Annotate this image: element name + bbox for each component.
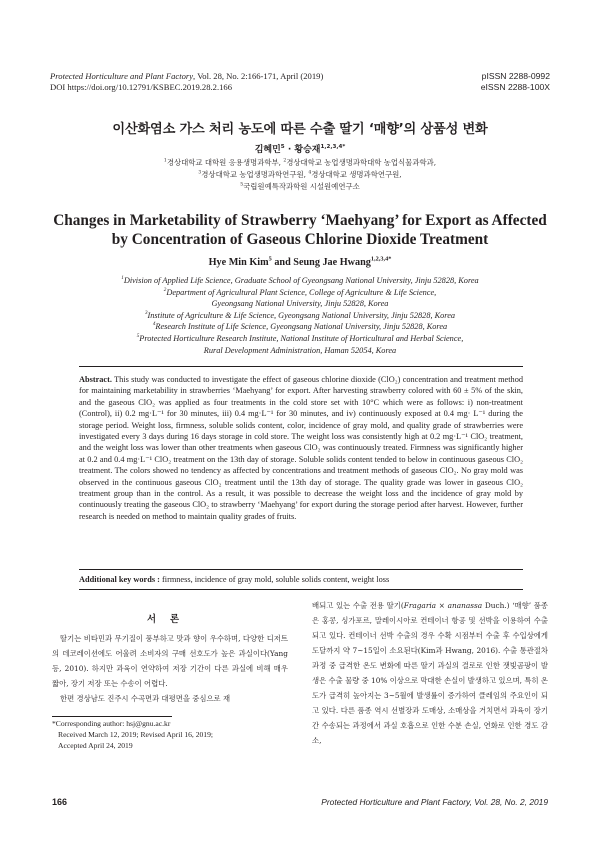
affil-sup: 2 (283, 158, 287, 164)
doi-link[interactable]: DOI https://doi.org/10.12791/KSBEC.2019.28.2.166 (50, 82, 232, 92)
affil-sup: 1 (163, 158, 167, 164)
author-1-sup: 5 (280, 144, 285, 150)
journal-citation (50, 71, 390, 93)
affil-text: 경상대학교 농업생명과학대학 농업식물과학과, (286, 158, 437, 167)
affil-sup: 2 (163, 286, 167, 293)
korean-affiliations (0, 157, 600, 193)
section-heading-introduction: 서론 (146, 614, 194, 625)
keywords-text: firmness, incidence of gray mold, soluble solids content, weight loss (159, 575, 390, 584)
affil-sup: 1 (121, 275, 124, 282)
footnote-rule (52, 716, 172, 717)
issn-block (390, 71, 550, 93)
abstract (79, 374, 523, 522)
footer-journal-ref: Protected Horticulture and Plant Factory, Vol. 28, No. 2, 2019 (321, 797, 548, 807)
affil-text: Department of Agricultural Plant Science, College of Agriculture & Life Science, (166, 287, 437, 297)
affil-text: Protected Horticulture Research Institute, National Institute of Horticultural and Herbal Science, (139, 333, 464, 343)
affil-sup: 5 (240, 182, 244, 188)
affil-text: 경상대학교 농업생명과학연구원, (201, 170, 309, 179)
body-column-left (52, 631, 288, 706)
accepted-date: Accepted April 24, 2019 (58, 740, 133, 750)
affil-sup: 5 (136, 333, 140, 340)
english-author-1: Hye Min Kim (208, 257, 269, 268)
author-1-sup: 5 (268, 255, 272, 263)
english-author-2: Seung Jae Hwang (293, 257, 371, 268)
korean-author-1: 김혜민 (254, 145, 281, 155)
paragraph: 딸기는 비타민과 무기질이 풍부하고 맛과 향이 우수하며, 다양한 디저트의 데코레이션에도 어울려 소비자의 구매 선호도가 높은 과실이다(Yang 등, 2010). 하지만 과육이 연약하여 저장 기간이 다른 과실에 비해 매우 짧아, 장기 저장 또는 수송이 어렵다. (52, 634, 288, 688)
keywords-bottom-rule (79, 589, 523, 590)
abstract-text: This study was conducted to investigate the effect of gaseous chlorine dioxide (ClO₂) concentration and treatment method for maintaining marketability in strawberries ‘Maehyang’ for export. After harvesting strawberry colored with 60 ± 5% of the skin, and the gaseous ClO₂ was applied as four treatments in the cold store set with 10°C which were as follows: i) non-treatment (Control), ii) 0.2 mg·L⁻¹ for 30 minutes, iii) 0.4 mg·L⁻¹ for 30 minutes, and iv) continuously exposed at 0.4 mg· L⁻¹ during the storage period. Weight loss, firmness, soluble solids content, color, incidence of gray mold, and quality grade of strawberries were investigated every 3 days during 16 days storage in cold store. The weight loss was consistently high at 0.2 mg·L⁻¹ ClO₂ treatment, and the weight loss was lower than other treatments when gaseous ClO₂ was continuously treated. Firmness was significantly higher at 0.2 and 0.4 mg·L⁻¹ ClO₂ treatment on the 13th day of storage. Soluble solids content tended to below in continuous gaseous ClO₂ treatment. The colors showed no tendency as affected by concentrations and treatment methods of gaseous ClO₂. No gray mold was observed in the continuous gaseous ClO₂ treatment until the 13th day of storage. The quality grade was lower in gaseous ClO₂ treatment group than in the control. As a result, it was possible to decrease the weight loss and the incidence of gray mold by continuously treating the gaseous ClO₂ to strawberry ‘Maehyang’ for export during the storage period after harvest. However, further research is needed on method to maintain quality grades of fruits. (79, 375, 523, 521)
affil-text: 국립원예특작과학원 시설원예연구소 (243, 182, 360, 191)
english-title-line: Changes in Marketability of Strawberry ‘Maehyang’ for Export as Affected (53, 212, 547, 229)
author-separator: · (284, 145, 295, 155)
paragraph (312, 598, 548, 748)
affil-text: Institute of Agriculture & Life Science, Gyeongsang National University, Jinju 52828, Korea (147, 310, 456, 320)
corresponding-author: *Corresponding author: hsj@gnu.ac.kr (52, 719, 171, 728)
body-column-right (312, 598, 548, 748)
abstract-bottom-rule (79, 569, 523, 570)
keywords-label: Additional key words : (79, 575, 160, 584)
english-title (40, 211, 560, 249)
affil-text: Rural Development Administration, Haman 52054, Korea (203, 345, 397, 355)
author-2-sup: 1,2,3,4* (370, 255, 392, 263)
english-authors (0, 257, 600, 268)
journal-name: Protected Horticulture and Plant Factory (50, 71, 194, 81)
affil-text: 경상대학교 생명과학연구원, (311, 170, 402, 179)
abstract-label: Abstract. (79, 375, 112, 384)
pissn: pISSN 2288-0992 (481, 71, 550, 81)
affil-sup: 4 (152, 321, 156, 328)
korean-title: 이산화염소 가스 처리 농도에 따른 수출 딸기 ‘매향’의 상품성 변화 (112, 122, 488, 137)
affil-text: Research Institute of Life Science, Gyeongsang National University, Jinju 52828, Korea (155, 322, 448, 332)
author-2-sup: 1,2,3,4* (320, 144, 346, 150)
footnote (52, 719, 288, 751)
received-date: Received March 12, 2019; Revised April 16, 2019; (58, 729, 214, 739)
affil-text: 경상대학교 대학원 응용생명과학부, (166, 158, 284, 167)
citation-details: , Vol. 28, No. 2:166-171, April (2019) (193, 71, 324, 81)
keywords (79, 575, 523, 584)
eissn: eISSN 2288-100X (480, 82, 550, 92)
english-affiliations (0, 275, 600, 356)
korean-author-2: 황승재 (294, 145, 321, 155)
korean-authors (0, 142, 600, 155)
page-number: 166 (52, 797, 68, 807)
author-and: and (271, 257, 294, 268)
affil-sup: 3 (144, 310, 148, 317)
text-run: 배되고 있는 수출 전용 딸기( (312, 601, 404, 610)
paragraph: 한편 경상남도 진주시 수곡면과 대평면을 중심으로 재 (60, 694, 231, 703)
affil-text: Gyeongsang National University, Jinju 52828, Korea (211, 299, 389, 309)
species-name: Fragaria × ananassa (403, 601, 483, 610)
abstract-top-rule (79, 366, 523, 367)
affil-text: Division of Applied Life Science, Graduate School of Gyeongsang National University, Jinju 52828, Korea (123, 276, 479, 285)
english-title-line: by Concentration of Gaseous Chlorine Dioxide Treatment (111, 231, 489, 248)
text-run: Duch.) ‘매향’ 품종은 홍콩, 싱가포르, 말레이시아로 컨테이너 항공 및 선박을 이용하여 수출되고 있다. 컨테이너 선박 수출의 경우 수확 시점부터 수출 후 수입상에게 도달까지 약 7~15일이 소요된다(Kim과 Hwang, 2016). 수출 통관절차 과정 중 급격한 온도 변화에 따른 딸기 과실의 결로로 인한 잿빛곰팡이 발생은 수출 물량 중 10% 이상으로 막대한 손실이 발생하고 있으며, 특히 온도가 급격히 높아지는 3~5월에 발생률이 증가하여 클레임의 주요인이 되고 있다. 다른 품종 역시 선별장과 도매상, 소매상을 거치면서 과육이 장기간 수송되는 과정에서 과실 호흡으로 인한 수분 손실, 연화로 인한 경도 감소, (312, 601, 548, 745)
affil-sup: 4 (308, 170, 312, 176)
affil-sup: 3 (198, 170, 202, 176)
